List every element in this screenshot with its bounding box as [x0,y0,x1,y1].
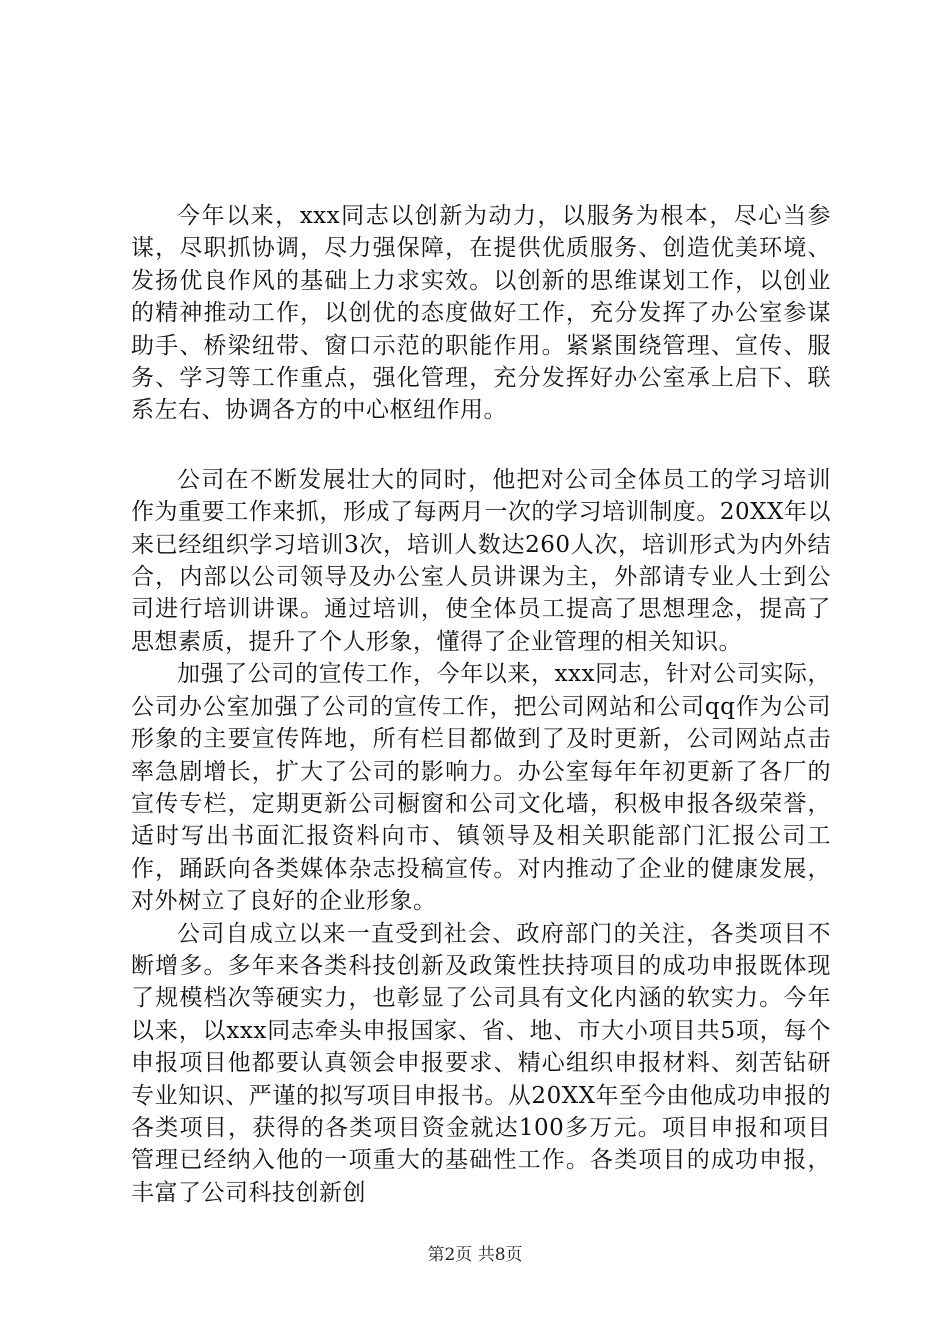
paragraph-office-role: 今年以来，xxx同志以创新为动力，以服务为根本，尽心当参谋，尽职抓协调，尽力强保障，在提供优质服务、创造优美环境、发扬优良作风的基础上力求实效。以创新的思维谋划工作，以创业的精神推动工作，以创优的态度做好工作，充分发挥了办公室参谋助手、桥梁纽带、窗口示范的职能作用。紧紧围绕管理、宣传、服务、学习等工作重点，强化管理，充分发挥好办公室承上启下、联系左右、协调各方的中心枢纽作用。 [131,203,831,424]
paragraph-project-applications: 公司自成立以来一直受到社会、政府部门的关注，各类项目不断增多。多年来各类科技创新及政策性扶持项目的成功申报既体现了规模档次等硬实力，也彰显了公司具有文化内涵的软实力。今年以来，以xxx同志牵头申报国家、省、地、市大小项目共5项，每个申报项目他都要认真领会申报要求、精心组织申报材料、刻苦钻研专业知识、严谨的拟写项目申报书。从20XX年至今由他成功申报的各类项目，获得的各类项目资金就达100多万元。项目申报和项目管理已经纳入他的一项重大的基础性工作。各类项目的成功申报，丰富了公司科技创新创 [131,920,831,1206]
document-body [131,200,831,1209]
paragraph-training: 公司在不断发展壮大的同时，他把对公司全体员工的学习培训作为重要工作来抓，形成了每两月一次的学习培训制度。20XX年以来已经组织学习培训3次，培训人数达260人次，培训形式为内外结合，内部以公司领导及办公室人员讲课为主，外部请专业人士到公司进行培训讲课。通过培训，使全体员工提高了思想理念，提高了思想素质，提升了个人形象，懂得了企业管理的相关知识。 [131,466,831,655]
paragraph-publicity: 加强了公司的宣传工作，今年以来，xxx同志，针对公司实际，公司办公室加强了公司的宣传工作，把公司网站和公司qq作为公司形象的主要宣传阵地，所有栏目都做到了及时更新，公司网站点击率急剧增长，扩大了公司的影响力。办公室每年年初更新了各厂的宣传专栏，定期更新公司橱窗和公司文化墙，积极申报各级荣誉，适时写出书面汇报资料向市、镇领导及相关职能部门汇报公司工作，踊跃向各类媒体杂志投稿宣传。对内推动了企业的健康发展，对外树立了良好的企业形象。 [131,661,831,915]
page-number-footer: 第2页 共8页 [427,1245,523,1265]
